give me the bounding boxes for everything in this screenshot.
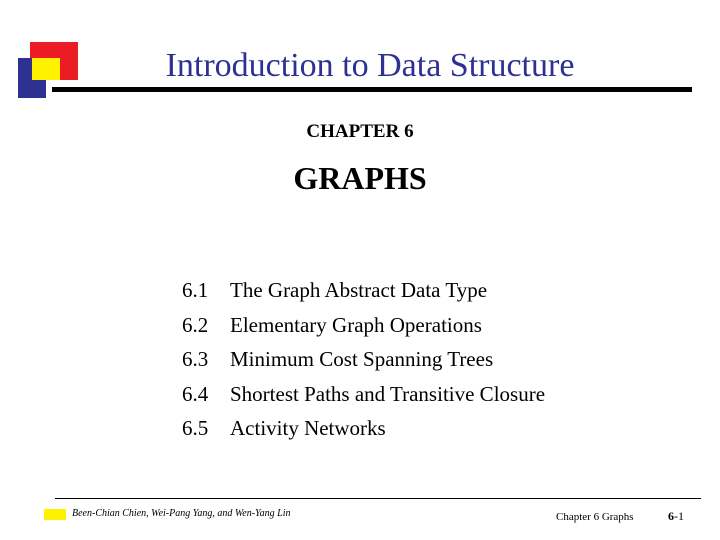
toc-item — [182, 413, 545, 448]
chapter-label: CHAPTER 6 — [306, 121, 414, 142]
toc-item — [182, 275, 545, 310]
toc-item — [182, 310, 545, 345]
slide-title: Introduction to Data Structure — [165, 47, 575, 84]
toc-number: 6.4 — [182, 381, 209, 406]
chapter-title: GRAPHS — [293, 160, 427, 196]
title-underline — [52, 87, 692, 92]
toc-text: Elementary Graph Operations — [230, 312, 482, 337]
toc-item — [182, 344, 545, 379]
toc-text: Activity Networks — [230, 416, 386, 440]
table-of-contents — [182, 275, 545, 448]
toc-number: 6.1 — [182, 278, 209, 302]
footer-authors: Been-Chian Chien, Wei-Pang Yang, and Wen-Yang Lin — [72, 508, 291, 519]
logo-yellow-square — [32, 58, 60, 80]
toc-number: 6.3 — [182, 347, 209, 371]
toc-item — [182, 379, 545, 414]
slide-number-separator: - — [674, 509, 678, 523]
footer-chapter: Chapter 6 Graphs — [556, 511, 634, 523]
toc-text: The Graph Abstract Data Type — [230, 278, 488, 302]
toc-text: Shortest Paths and Transitive Closure — [230, 381, 546, 406]
toc-number: 6.2 — [182, 312, 209, 337]
toc-number: 6.5 — [182, 416, 209, 440]
slide-number-page: 1 — [678, 509, 684, 523]
footer-divider — [55, 498, 701, 499]
slide-number-chapter: 6 — [668, 509, 674, 523]
slide-number — [668, 509, 684, 523]
footer-yellow-box — [44, 509, 66, 520]
toc-text: Minimum Cost Spanning Trees — [230, 347, 494, 371]
